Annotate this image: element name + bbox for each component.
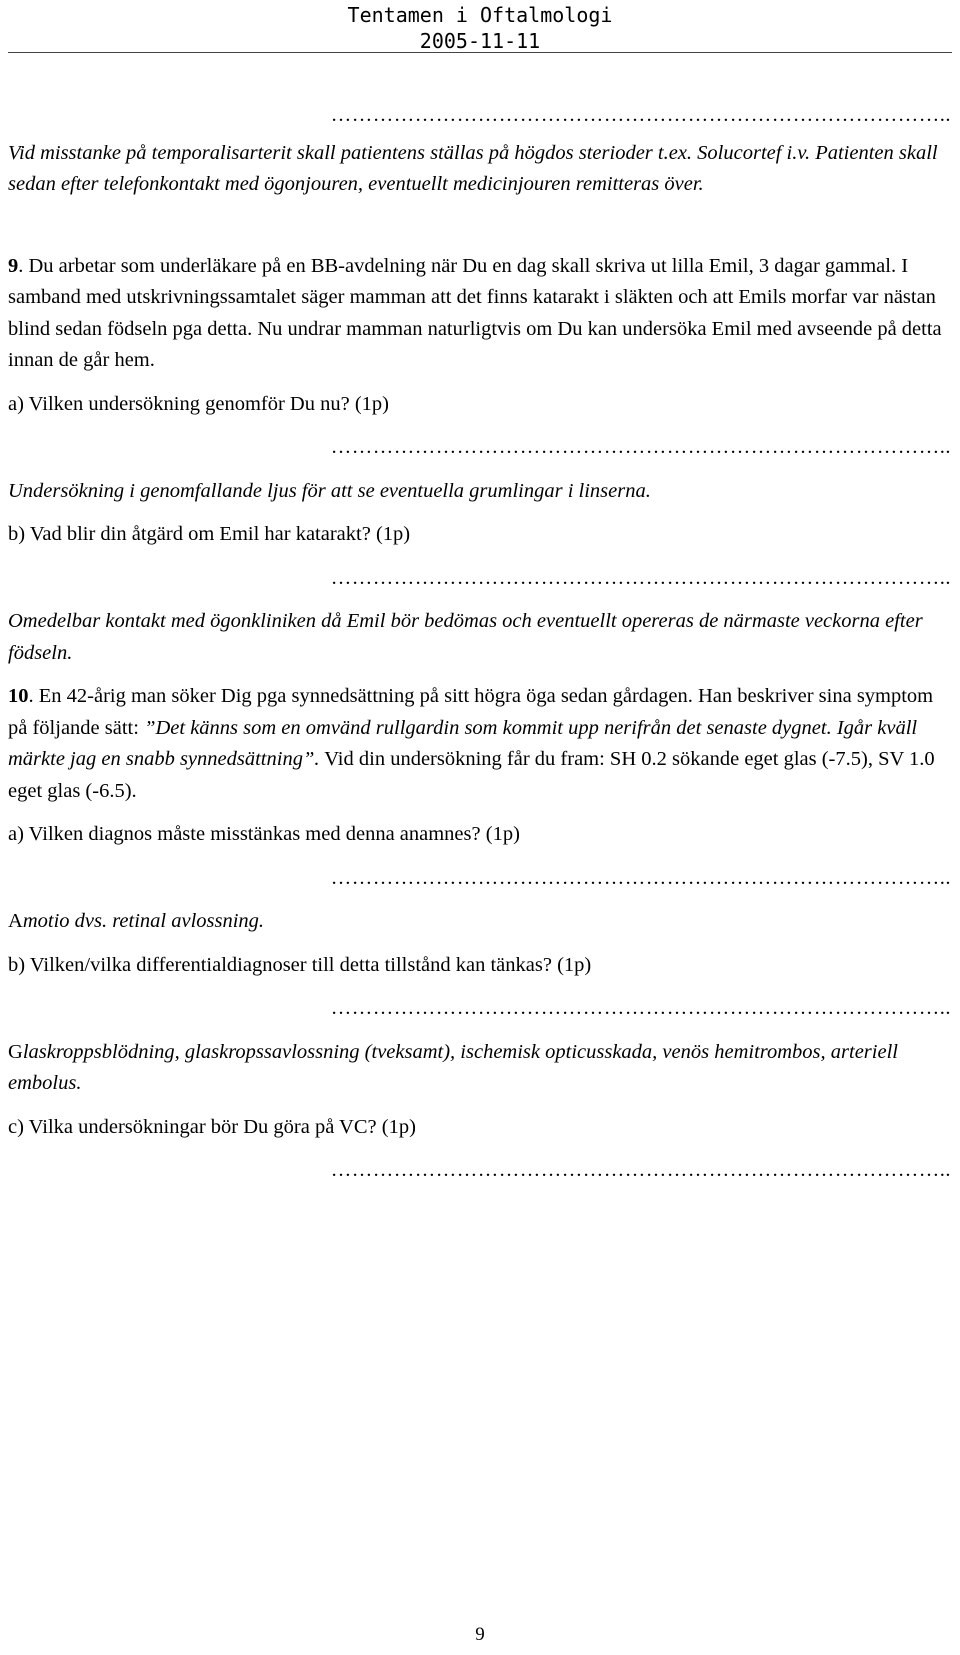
question-10-intro: . En 42-årig man söker Dig pga synnedsättning på sitt högra öga sedan gårdagen. Han beskriver sina symptom på följande sätt: [8, 685, 934, 739]
answer-9b: Omedelbar kontakt med ögonkliniken då Emil bör bedömas och eventuellt opereras de närmaste veckorna efter födseln. [8, 610, 923, 664]
header-divider [8, 52, 952, 53]
document-body [8, 100, 953, 1187]
header-title: Tentamen i Oftalmologi [347, 3, 613, 27]
question-10c: c) Vilka undersökningar bör Du göra på VC? (1p) [8, 1115, 416, 1138]
answer-10b [8, 1037, 953, 1100]
question-10a: a) Vilken diagnos måste misstänkas med denna anamnes? (1p) [8, 823, 520, 845]
page-header [0, 0, 960, 54]
question-9-text: . Du arbetar som underläkare på en BB-avdelning när Du en dag skall skriva ut lilla Emil, 3 dagar gammal. I samband med utskrivningssamtalet säger mamman att det finns katarakt i släkten och att Emils morfar var nästan blind sedan födseln pga detta. Nu undrar mamman naturligtvis om Du kan undersöka Emil med avseende på detta innan de går hem. [8, 254, 942, 371]
previous-answer: Vid misstanke på temporalisarterit skall patientens ställas på högdos sterioder t.ex. Solucortef i.v. Patienten skall sedan efter telefonkontakt med ögonjouren, eventuellt medicinjouren remitteras över. [8, 141, 938, 195]
header-date: 2005-11-11 [419, 29, 541, 53]
question-9 [8, 251, 953, 377]
answer-line-dots: …………………………………………………………………………….. [330, 436, 951, 458]
answer-9a: Undersökning i genomfallande ljus för att se eventuella grumlingar i linserna. [8, 479, 651, 502]
question-10 [8, 681, 953, 807]
answer-line-dots: …………………………………………………………………………….. [330, 1159, 951, 1181]
answer-line-dots: …………………………………………………………………………….. [330, 866, 951, 889]
answer-10a [8, 906, 953, 938]
question-9a: a) Vilken undersökning genomför Du nu? (1p) [8, 392, 389, 415]
question-10-quote: ”Det känns som en omvänd rullgardin som kommit upp nerifrån det senaste dygnet. Igår kväll märkte jag en snabb synnedsättning”. [8, 716, 918, 770]
answer-10a-lead: A [8, 910, 23, 932]
answer-10a-rest: motio dvs. retinal avlossning. [22, 910, 265, 932]
answer-line-dots: …………………………………………………………………………….. [330, 997, 951, 1019]
page-number: 9 [475, 1624, 485, 1645]
question-10-number: 10 [8, 685, 29, 707]
answer-line-dots: …………………………………………………………………………….. [330, 566, 951, 589]
answer-line-dots: …………………………………………………………………………….. [330, 104, 951, 126]
question-10b: b) Vilken/vilka differentialdiagnoser till detta tillstånd kan tänkas? (1p) [8, 953, 592, 976]
answer-10b-rest: laskroppsblödning, glaskropssavlossning (tveksamt), ischemisk opticusskada, venös hemitrombos, arteriell embolus. [8, 1040, 898, 1094]
question-9-number: 9 [8, 254, 19, 277]
question-9b: b) Vad blir din åtgärd om Emil har katarakt? (1p) [8, 523, 411, 545]
answer-10b-lead: G [8, 1040, 23, 1063]
question-10-end: Vid din undersökning får du fram: SH 0.2 sökande eget glas (-7.5), SV 1.0 eget glas (-6.5). [8, 748, 935, 802]
